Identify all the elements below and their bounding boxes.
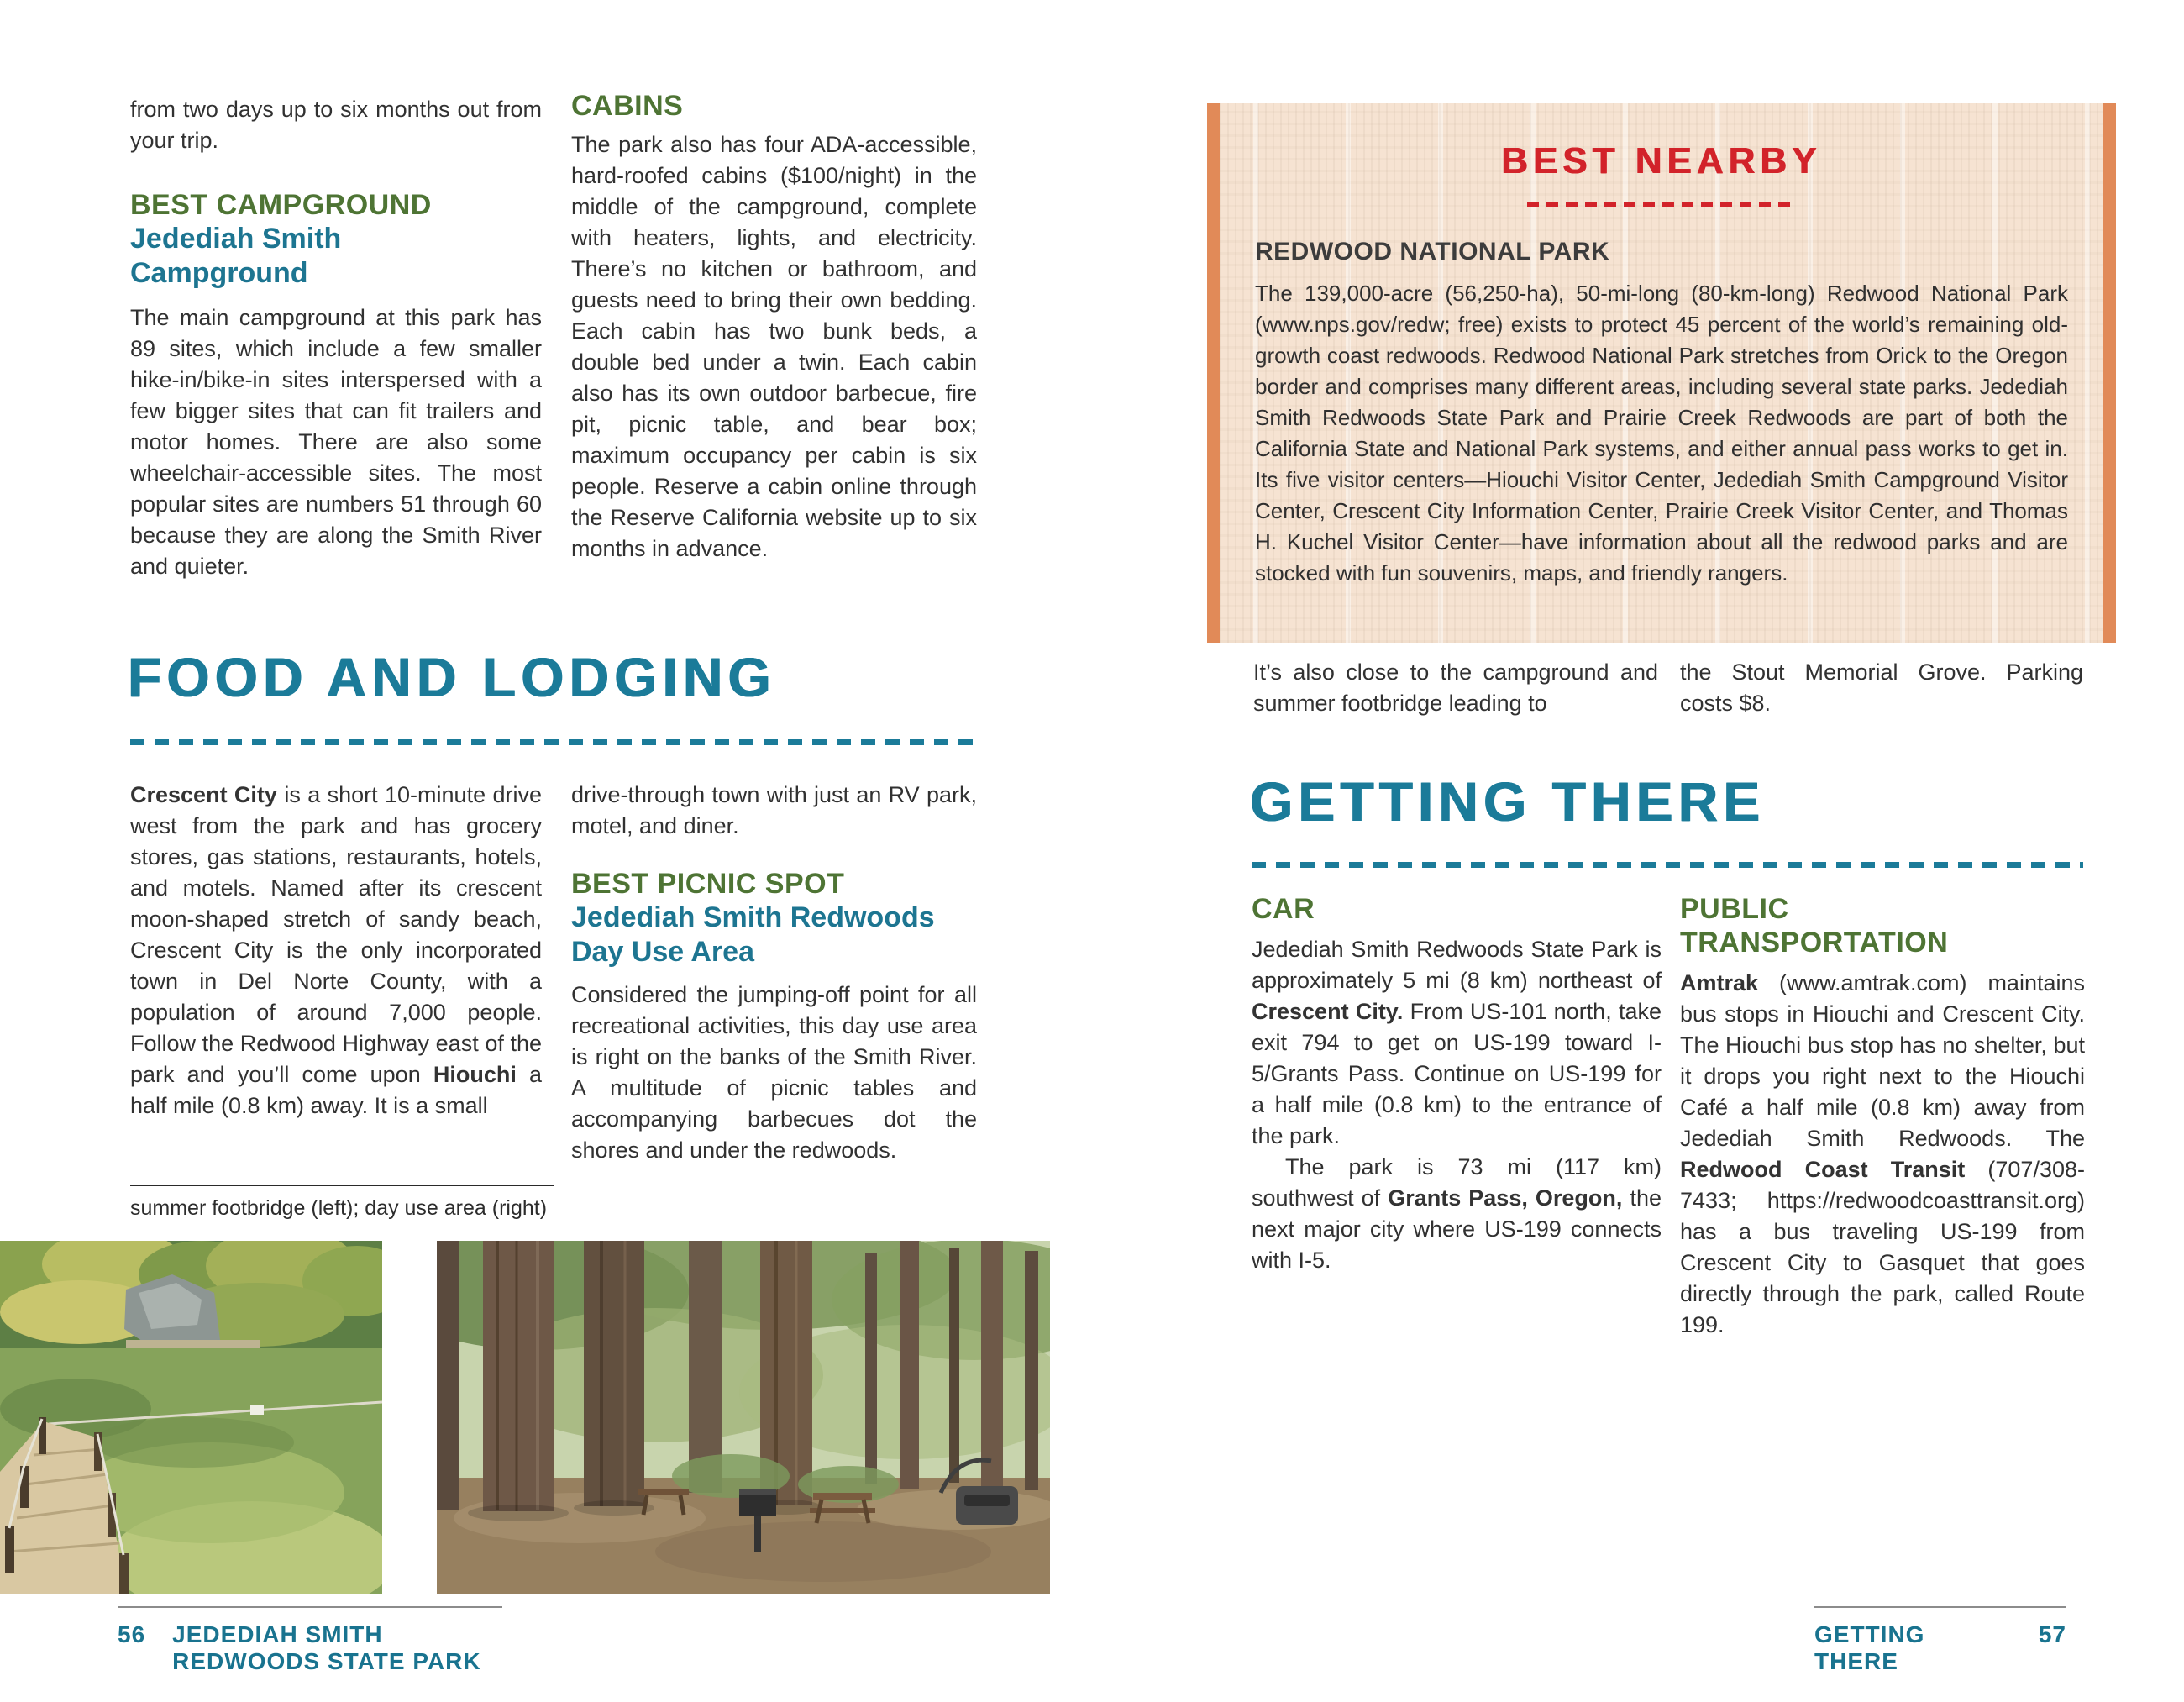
continuation-column-1: [1253, 657, 1658, 719]
photo-caption: summer footbridge (left); day use area (right): [130, 1196, 548, 1220]
crescent-city-continuation: drive-through town with just an RV park, motel, and diner.: [571, 782, 977, 838]
continuation-text-2: the Stout Memorial Grove. Parking costs $8.: [1680, 659, 2083, 716]
left-footer-rule: [118, 1606, 502, 1608]
picnic-title: Jedediah Smith Redwoods Day Use Area: [571, 901, 935, 968]
redwood-trunk: [483, 1241, 554, 1511]
public-transportation-paragraph: [1680, 968, 2085, 1341]
car-paragraph-1: [1252, 934, 1662, 1152]
left-footer-text: [118, 1621, 502, 1675]
cabins-body: The park also has four ADA-accessible, hard-roofed cabins ($100/night) in the middle of the campground, complete with heaters, lights, and electricity. There’s no kitchen or bathroom, and guests need to bring their own bedding. Each cabin has two bunk beds, a double bed under a twin. Each cabin also has its own outdoor barbecue, fire pit, picnic table, and bear box; maximum occupancy per cabin is six people. Reserve a cabin online through the Reserve California website up to six months in advance.: [571, 132, 977, 561]
best-nearby-title: BEST NEARBY: [1501, 140, 1822, 181]
best-nearby-box: [1207, 103, 2116, 643]
food-lodging-column-1: [130, 780, 542, 1122]
redwood-national-park-body: The 139,000-acre (56,250-ha), 50-mi-long (80-km-long) Redwood National Park (www.nps.gov/redw; free) exists to protect 45 percent of the world’s remaining old-growth coast redwoods. Redwood National Park stretches from Orick to the Oregon border and comprises many different areas, including several state parks. Jedediah Smith Redwoods State Park and Prairie Creek Redwoods are part of both the California State and National Park systems, and either annual pass works to get in. Its five visitor centers—Hiouchi Visitor Center, Jedediah Smith Campground Visitor Center, Crescent City Information Center, Prairie Creek Visitor Center, and Thomas H. Kuchel Visitor Center—have information about all the redwood parks and are stocked with fun souvenirs, maps, and friendly rangers.: [1255, 281, 2068, 586]
text-run: a half mile (0.8 km) away. It is a small: [130, 1062, 542, 1118]
best-campground-label: BEST CAMPGROUND: [130, 189, 432, 221]
text-run-bold: Grants Pass, Oregon,: [1388, 1185, 1623, 1211]
best-campground-title: Jedediah Smith Campground: [130, 223, 342, 289]
best-nearby-divider: [1527, 202, 1796, 207]
text-run-bold: Hiouchi: [433, 1062, 517, 1087]
public-transportation-column: [1680, 892, 2085, 1341]
text-run-bold: Crescent City: [130, 782, 277, 807]
food-and-lodging-divider: [130, 739, 977, 745]
left-top-column-1: [130, 94, 542, 582]
text-run: (707/308-7433; https://redwoodcoasttransit.org) has a bus traveling US-199 from Crescent City to Gasquet that goes directly through the park, called Route 199.: [1680, 1157, 2085, 1337]
text-run: The park is 73 mi (117 km) southwest of: [1252, 1154, 1662, 1211]
best-campground-body: The main campground at this park has 89 sites, which include a few smaller hike-in/bike-in sites interspersed with a few bigger sites that can fit trailers and motor homes. There are also some wheelchair-accessible sites. The most popular sites are numbers 51 through 60 because they are along the Smith River and quieter.: [130, 305, 542, 579]
right-footer-text: [1814, 1621, 2066, 1675]
left-running-title: JEDEDIAH SMITH REDWOODS STATE PARK: [172, 1621, 481, 1674]
text-run-bold: Redwood Coast Transit: [1680, 1157, 1966, 1182]
best-picnic-spot-label: BEST PICNIC SPOT: [571, 868, 845, 900]
summer-footbridge-photo: [0, 1241, 382, 1594]
left-footer: [118, 1606, 502, 1675]
caption-rule: [130, 1185, 554, 1186]
car-paragraph-2: [1252, 1152, 1662, 1276]
getting-there-divider: [1252, 862, 2083, 868]
right-footer: [1814, 1606, 2066, 1675]
car-column: [1252, 892, 1662, 1276]
text-run: is a short 10-minute drive west from the park and has grocery stores, gas stations, restaurants, hotels, and motels. Named after its crescent moon-shaped stretch of sandy beach, Crescent City is the only incorporated town in Del Norte County, with a population of around 7,000 people. Follow the Redwood Highway east of the park and you’ll come upon: [130, 782, 542, 1087]
left-top-column-2: [571, 89, 977, 565]
text-run: the next major city where US-199 connects with I-5.: [1252, 1185, 1662, 1273]
crescent-city-paragraph: [130, 780, 542, 1122]
text-run: (www.amtrak.com) maintains bus stops in Hiouchi and Crescent City. The Hiouchi bus stop has no shelter, but it drops you right next to the Hiouchi Café a half mile (0.8 km) away from Jedediah Smith Redwoods. The: [1680, 970, 2085, 1151]
photo-caption-block: [130, 1185, 554, 1221]
getting-there-title: GETTING THERE: [1250, 770, 1766, 833]
right-footer-rule: [1814, 1606, 2066, 1608]
car-label: CAR: [1252, 893, 1315, 925]
text-run: Jedediah Smith Redwoods State Park is approximately 5 mi (8 km) northeast of: [1252, 937, 1662, 993]
food-and-lodging-title: FOOD AND LODGING: [128, 646, 776, 708]
public-transportation-label: PUBLIC TRANSPORTATION: [1680, 893, 1949, 959]
left-page-number: 56: [118, 1621, 146, 1647]
redwood-national-park-heading: REDWOOD NATIONAL PARK: [1255, 238, 1610, 265]
intro-continuation-text: from two days up to six months out from your trip.: [130, 97, 542, 153]
picnic-body: Considered the jumping-off point for all recreational activities, this day use area is right on the banks of the Smith River. A multitude of picnic tables and accompanying barbecues dot the shores and under the redwoods.: [571, 982, 977, 1163]
day-use-area-photo: [437, 1241, 1050, 1594]
text-run-bold: Amtrak: [1680, 970, 1759, 995]
continuation-column-2: [1680, 657, 2083, 719]
cabins-label: CABINS: [571, 90, 684, 122]
picnic-table: [813, 1493, 872, 1500]
text-run-bold: Crescent City.: [1252, 999, 1404, 1024]
continuation-text-1: It’s also close to the campground and summer footbridge leading to: [1253, 659, 1658, 716]
right-page-number: 57: [2038, 1621, 2066, 1647]
right-running-title: GETTING THERE: [1814, 1621, 1925, 1674]
text-run: From US-101 north, take exit 794 to get on US-199 toward I-5/Grants Pass. Continue on US-199 for a half mile (0.8 km) to the entrance of the park.: [1252, 999, 1662, 1148]
food-lodging-column-2: [571, 780, 977, 1166]
